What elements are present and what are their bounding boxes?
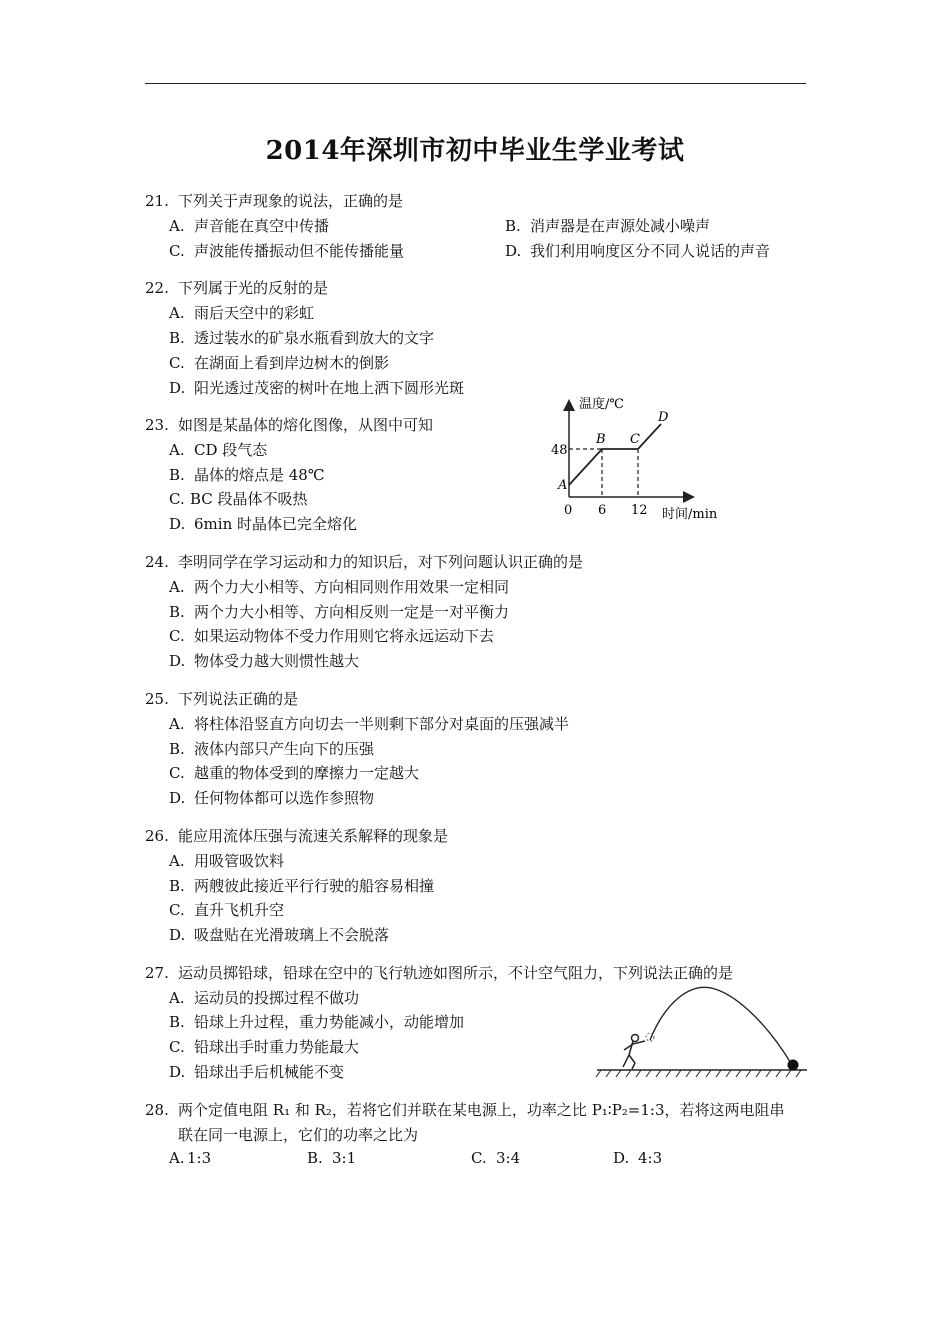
option-28a: A. 1:3: [169, 1149, 212, 1167]
option-24c: C. 如果运动物体不受力作用则它将永远运动下去: [169, 627, 495, 645]
trajectory-curve: [650, 987, 792, 1065]
header-rule: [145, 83, 806, 84]
page-title: 2014年深圳市初中毕业生学业考试: [265, 136, 685, 166]
shot-ball: [788, 1060, 799, 1071]
question-28-line2: 联在同一电源上，它们的功率之比为: [178, 1126, 419, 1144]
point-a: A: [558, 478, 568, 493]
option-22a: A. 雨后天空中的彩虹: [169, 304, 315, 322]
y-axis-label: 温度/℃: [579, 397, 624, 412]
question-text: 下列说法正确的是: [178, 690, 299, 708]
x-axis-label: 时间/min: [662, 507, 718, 522]
question-22: [145, 277, 328, 298]
option-21a: A. 声音能在真空中传播: [169, 217, 330, 235]
question-21: [145, 190, 403, 211]
option-25d: D. 任何物体都可以选作参照物: [169, 789, 375, 807]
question-number: 22.: [145, 279, 169, 297]
option-26b: B. 两艘彼此接近平行行驶的船容易相撞: [169, 877, 435, 895]
option-21d: D. 我们利用响度区分不同人说话的声音: [505, 242, 771, 260]
point-c: C: [630, 432, 640, 447]
option-23c: C. BC 段晶体不吸热: [169, 490, 308, 508]
melting-curve: [569, 424, 661, 485]
question-number: 21.: [145, 192, 169, 210]
option-27a: A. 运动员的投掷过程不做功: [169, 989, 360, 1007]
question-text: 下列关于声现象的说法，正确的是: [178, 192, 404, 210]
question-text: 能应用流体压强与流速关系解释的现象是: [178, 827, 449, 845]
question-text: 下列属于光的反射的是: [178, 279, 329, 297]
option-22b: B. 透过装水的矿泉水瓶看到放大的文字: [169, 329, 435, 347]
question-23: [145, 414, 433, 435]
option-25a: A. 将柱体沿竖直方向切去一半则剩下部分对桌面的压强减半: [169, 715, 570, 733]
athlete-figure: [623, 1035, 645, 1070]
option-27b: B. 铅球上升过程，重力势能减小，动能增加: [169, 1013, 465, 1031]
point-b: B: [596, 432, 606, 447]
option-21c: C. 声波能传播振动但不能传播能量: [169, 242, 405, 260]
option-22c: C. 在湖面上看到岸边树木的倒影: [169, 354, 390, 372]
option-24b: B. 两个力大小相等、方向相反则一定是一对平衡力: [169, 603, 510, 621]
option-23d: D. 6min 时晶体已完全熔化: [169, 515, 357, 533]
option-24a: A. 两个力大小相等、方向相同则作用效果一定相同: [169, 578, 510, 596]
question-number: 25.: [145, 690, 169, 708]
question-text-line1: 两个定值电阻 R₁ 和 R₂，若将它们并联在某电源上，功率之比 P₁∶P₂=1:3，若将这两电阻串: [178, 1101, 785, 1119]
option-23b: B. 晶体的熔点是 48℃: [169, 466, 325, 484]
question-number: 28.: [145, 1101, 169, 1119]
option-24d: D. 物体受力越大则惯性越大: [169, 652, 360, 670]
option-26a: A. 用吸管吸饮料: [169, 852, 285, 870]
origin-label: 0: [564, 503, 573, 518]
option-27c: C. 铅球出手时重力势能最大: [169, 1038, 360, 1056]
option-22d: D. 阳光透过茂密的树叶在地上洒下圆形光斑: [169, 379, 465, 397]
x-tick-12: 12: [631, 503, 648, 518]
option-27d: D. 铅球出手后机械能不变: [169, 1063, 345, 1081]
y-tick-48: 48: [551, 443, 568, 458]
question-text: 李明同学在学习运动和力的知识后，对下列问题认识正确的是: [178, 553, 584, 571]
option-28c: C. 3:4: [471, 1149, 521, 1167]
option-28d: D. 4:3: [613, 1149, 663, 1167]
question-number: 26.: [145, 827, 169, 845]
question-text: 运动员掷铅球，铅球在空中的飞行轨迹如图所示，不计空气阻力，下列说法正确的是: [178, 964, 734, 982]
option-25c: C. 越重的物体受到的摩擦力一定越大: [169, 764, 420, 782]
question-number: 23.: [145, 416, 169, 434]
x-tick-6: 6: [598, 503, 607, 518]
option-26c: C. 直升飞机升空: [169, 901, 285, 919]
ground-hatch: [596, 1070, 801, 1077]
point-d: D: [658, 410, 669, 425]
question-number: 27.: [145, 964, 169, 982]
option-21b: B. 消声器是在声源处减小噪声: [505, 217, 711, 235]
melting-graph: [550, 388, 735, 528]
question-25: [145, 688, 298, 709]
option-28b: B. 3:1: [307, 1149, 357, 1167]
question-26: [145, 825, 448, 846]
option-23a: A. CD 段气态: [169, 441, 268, 459]
question-text: 如图是某晶体的熔化图像，从图中可知: [178, 416, 434, 434]
option-25b: B. 液体内部只产生向下的压强: [169, 740, 375, 758]
question-27: [145, 962, 733, 983]
question-number: 24.: [145, 553, 169, 571]
question-28: [145, 1099, 785, 1120]
question-24: [145, 551, 583, 572]
option-26d: D. 吸盘贴在光滑玻璃上不会脱落: [169, 926, 390, 944]
shot-put-illustration: [595, 983, 810, 1080]
